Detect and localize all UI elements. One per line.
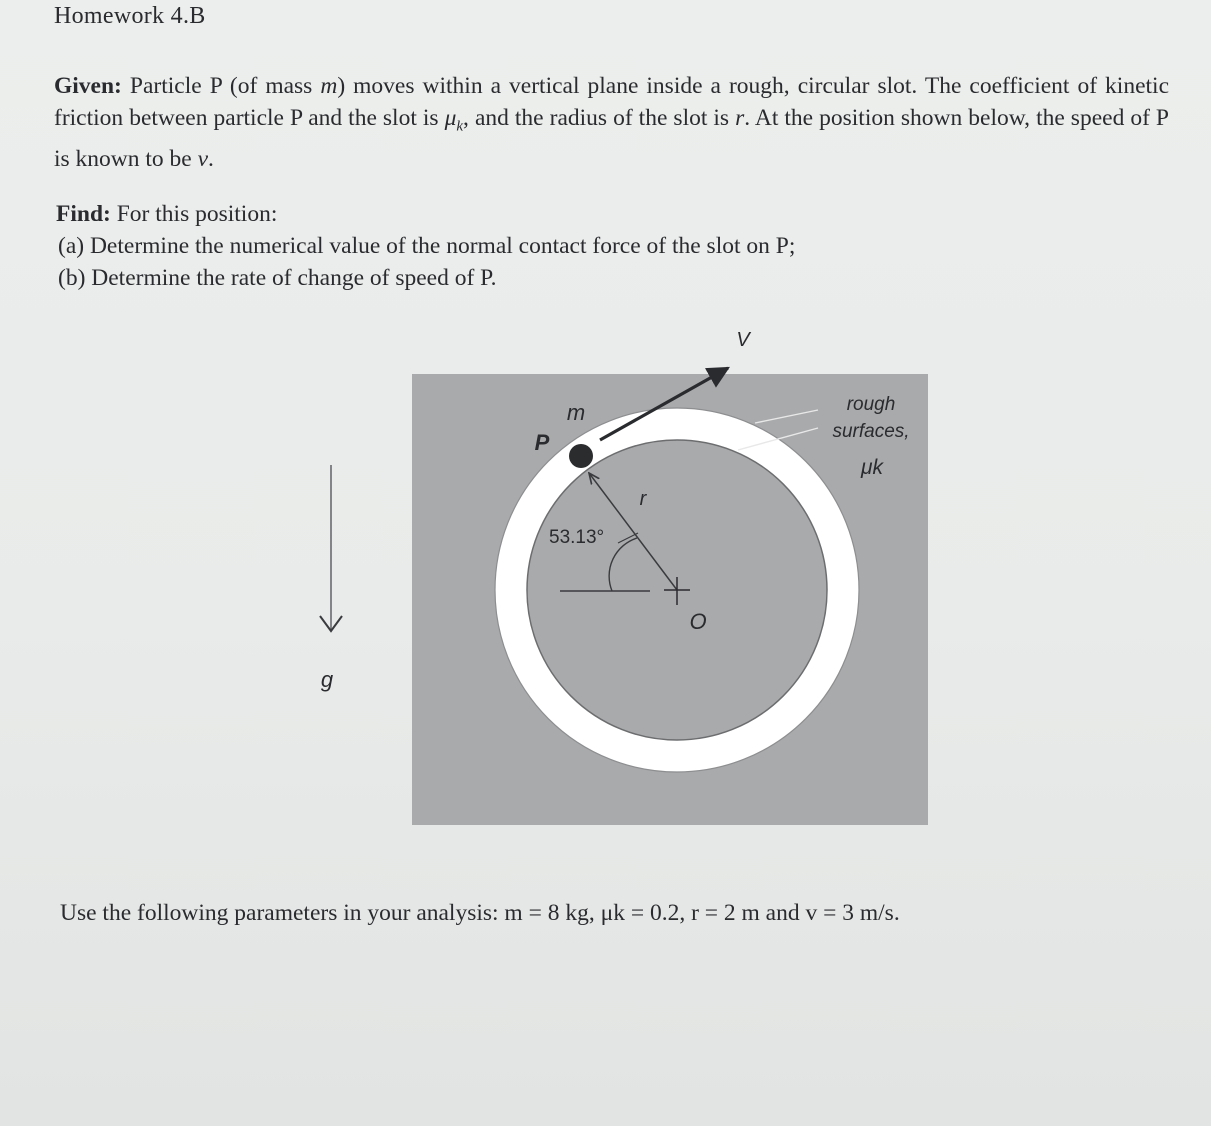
radius-symbol: r bbox=[735, 105, 745, 131]
find-item-a: (a) Determine the numerical value of the normal contact force of the slot on P; bbox=[58, 233, 796, 259]
given-text-5: . bbox=[208, 145, 214, 172]
rough-label-line-1: rough bbox=[846, 394, 896, 415]
page-title: Homework 4.B bbox=[54, 3, 206, 29]
given-text-2: ) moves within a vertical plane inside a rough, circular slot. The coefficient of kinetic friction between particle P and the slot is bbox=[54, 73, 1170, 131]
angle-label: 53.13° bbox=[549, 527, 605, 548]
particle-p bbox=[569, 444, 593, 468]
gravity-label: g bbox=[320, 667, 334, 692]
mu-symbol: μ bbox=[444, 105, 457, 131]
velocity-label: V bbox=[736, 329, 750, 351]
radius-label: r bbox=[639, 488, 647, 510]
rough-label-line-2: surfaces, bbox=[832, 421, 910, 442]
find-item-b: (b) Determine the rate of change of speed of P. bbox=[58, 265, 497, 291]
given-label: Given: bbox=[54, 73, 122, 99]
speed-symbol: v bbox=[197, 145, 209, 172]
particle-label: P bbox=[534, 430, 550, 455]
mu-label: μk bbox=[860, 456, 884, 479]
mass-label: m bbox=[566, 400, 586, 425]
mass-symbol: m bbox=[320, 73, 338, 99]
find-intro: For this position: bbox=[116, 201, 278, 227]
parameters-line: Use the following parameters in your analysis: m = 8 kg, μk = 0.2, r = 2 m and v = 3 m/s. bbox=[60, 900, 900, 926]
center-label: O bbox=[689, 609, 707, 634]
find-label: Find: bbox=[56, 201, 111, 227]
given-text-1: Particle P (of mass bbox=[129, 73, 321, 99]
given-text-4: . At the position shown below, the speed of P is known to be bbox=[54, 105, 1170, 172]
given-text-3: , and the radius of the slot is bbox=[463, 105, 736, 131]
mu-subscript: k bbox=[456, 118, 464, 135]
